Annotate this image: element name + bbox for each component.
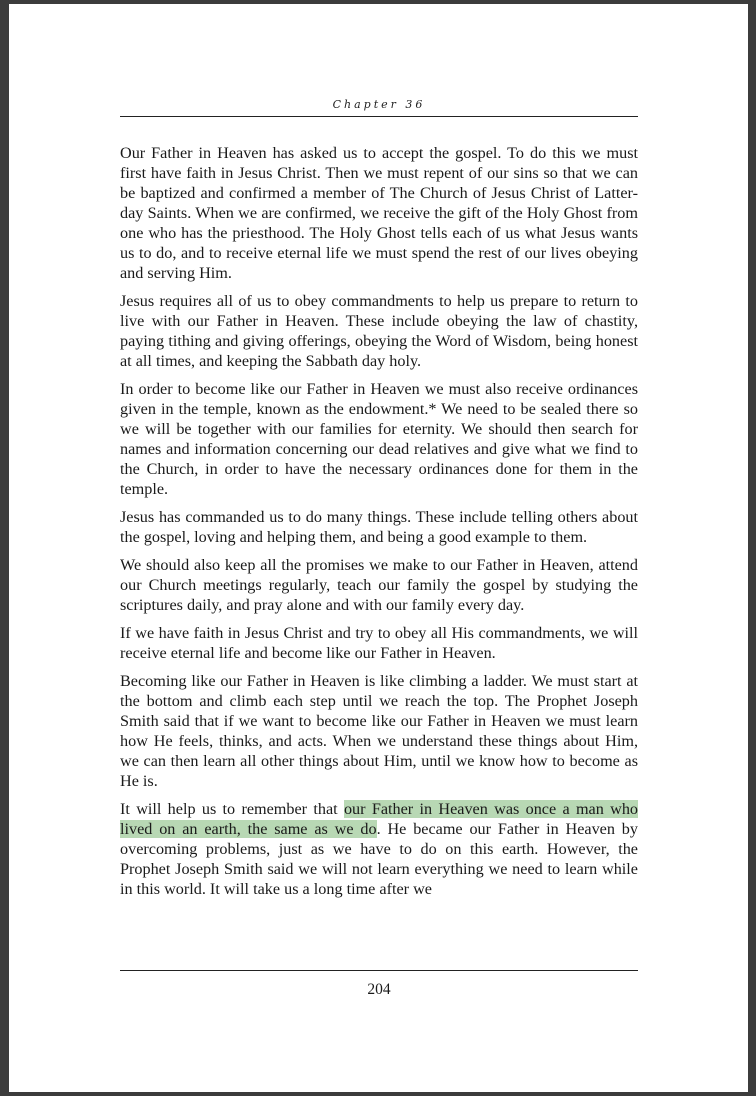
header-rule xyxy=(120,116,638,117)
text-before-highlight: It will help us to remember that xyxy=(120,800,344,818)
book-page xyxy=(9,4,748,1092)
paragraph: If we have faith in Jesus Christ and try to obey all His commandments, we will receive eternal life and become like our Father in Heaven. xyxy=(120,624,638,662)
paragraph: Jesus has commanded us to do many things. These include telling others about the gospel, loving and helping them, and being a good example to them. xyxy=(120,508,638,546)
page-number: 204 xyxy=(367,981,391,998)
paragraph: Becoming like our Father in Heaven is like climbing a ladder. We must start at the bottom and climb each step until we reach the top. The Prophet Joseph Smith said that if we want to become like our Father in Heaven we must learn how He feels, thinks, and acts. When we understand these things about Him, we can then learn all other things about Him, until we know how to become as He is. xyxy=(120,672,638,790)
paragraph-with-highlight xyxy=(120,799,638,899)
paragraph: We should also keep all the promises we make to our Father in Heaven, attend our Church meetings regularly, teach our family the gospel by studying the scriptures daily, and pray alone and with our family every day. xyxy=(120,556,638,614)
page-body xyxy=(120,143,638,907)
paragraph: In order to become like our Father in Heaven we must also receive ordinances given in the temple, known as the endowment.* We need to be sealed there so we will be together with our families for eternity. We should then search for names and information concerning our dead relatives and give what we find to the Church, in order to have the necessary ordinances done for them in the temple. xyxy=(120,380,638,498)
text-after-highlight: . He became our Father in Heaven by overcoming problems, just as we have to do on this earth. However, the Prophet Joseph Smith said we will not learn everything we need to learn while in this world. It will take us a long time after we xyxy=(120,820,638,898)
paragraph: Our Father in Heaven has asked us to accept the gospel. To do this we must first have faith in Jesus Christ. Then we must repent of our sins so that we can be baptized and confirmed a member of The Church of Jesus Christ of Latter-day Saints. When we are confirmed, we receive the gift of the Holy Ghost from one who has the priesthood. The Holy Ghost tells each of us what Jesus wants us to do, and to receive eternal life we must spend the rest of our lives obeying and serving Him. xyxy=(120,144,638,282)
highlighted-text[interactable]: our Father in Heaven was once a man who lived on an earth, the same as we do xyxy=(120,800,639,838)
paragraph: Jesus requires all of us to obey commandments to help us prepare to return to live with our Father in Heaven. These include obeying the law of chastity, paying tithing and giving offerings, obeying the Word of Wisdom, being honest at all times, and keeping the Sabbath day holy. xyxy=(120,292,638,370)
running-head: Chapter 36 xyxy=(332,98,426,111)
footer-rule xyxy=(120,970,638,971)
